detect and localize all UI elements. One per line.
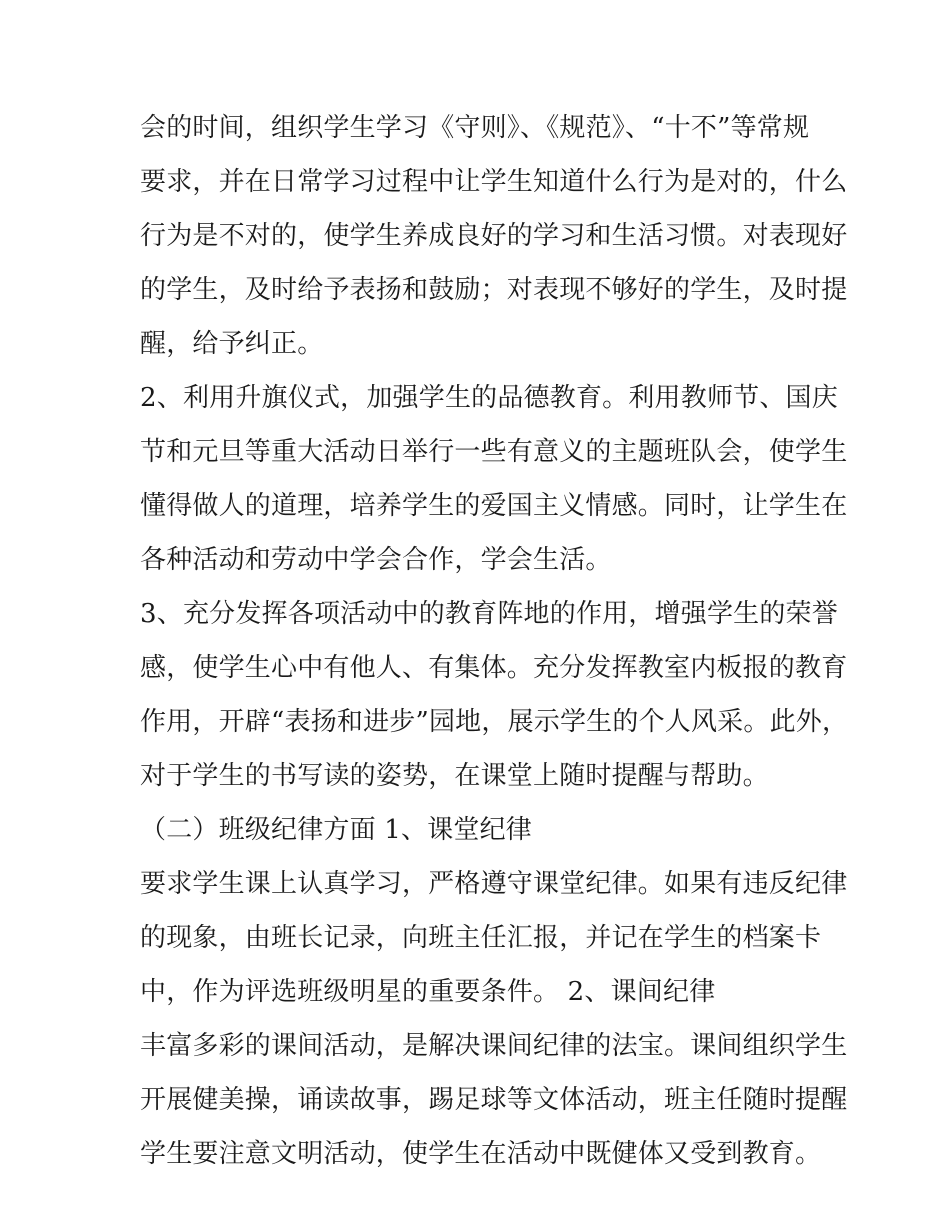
text-line: 要求，并在日常学习过程中让学生知道什么行为是对的，什么 (140, 167, 848, 197)
text-line: 2、利用升旗仪式，加强学生的品德教育。利用教师节、国庆 (140, 383, 838, 413)
text-line: 行为是不对的，使学生养成良好的学习和生活习惯。对表现好 (140, 221, 848, 251)
text-line: 的学生，及时给予表扬和鼓励；对表现不够好的学生，及时提 (140, 275, 848, 305)
text-line: 对于学生的书写读的姿势，在课堂上随时提醒与帮助。 (140, 761, 769, 791)
text-line: 中，作为评选班级明星的重要条件。 2、课间纪律 (140, 977, 716, 1007)
text-line: 要求学生课上认真学习，严格遵守课堂纪律。如果有违反纪律 (140, 869, 848, 899)
text-line: 学生要注意文明活动，使学生在活动中既健体又受到教育。 (140, 1139, 822, 1169)
text-line: 懂得做人的道理，培养学生的爱国主义情感。同时，让学生在 (140, 491, 848, 521)
text-line: 3、充分发挥各项活动中的教育阵地的作用，增强学生的荣誉 (140, 599, 838, 629)
text-line: 醒，给予纠正。 (140, 329, 324, 359)
text-line: 的现象，由班长记录，向班主任汇报，并记在学生的档案卡 (140, 923, 822, 953)
text-line: 节和元旦等重大活动日举行一些有意义的主题班队会，使学生 (140, 437, 848, 467)
text-line: 会的时间，组织学生学习《守则》、《规范》、“十不”等常规 (140, 113, 810, 143)
text-line: 开展健美操，诵读故事，踢足球等文体活动，班主任随时提醒 (140, 1085, 848, 1115)
text-line: 感，使学生心中有他人、有集体。充分发挥教室内板报的教育 (140, 653, 848, 683)
section-heading: （二）班级纪律方面 1、课堂纪律 (140, 815, 533, 845)
text-line: 各种活动和劳动中学会合作，学会生活。 (140, 545, 612, 575)
text-line: 丰富多彩的课间活动，是解决课间纪律的法宝。课间组织学生 (140, 1031, 848, 1061)
text-line: 作用，开辟“表扬和进步”园地，展示学生的个人风采。此外， (140, 707, 849, 737)
